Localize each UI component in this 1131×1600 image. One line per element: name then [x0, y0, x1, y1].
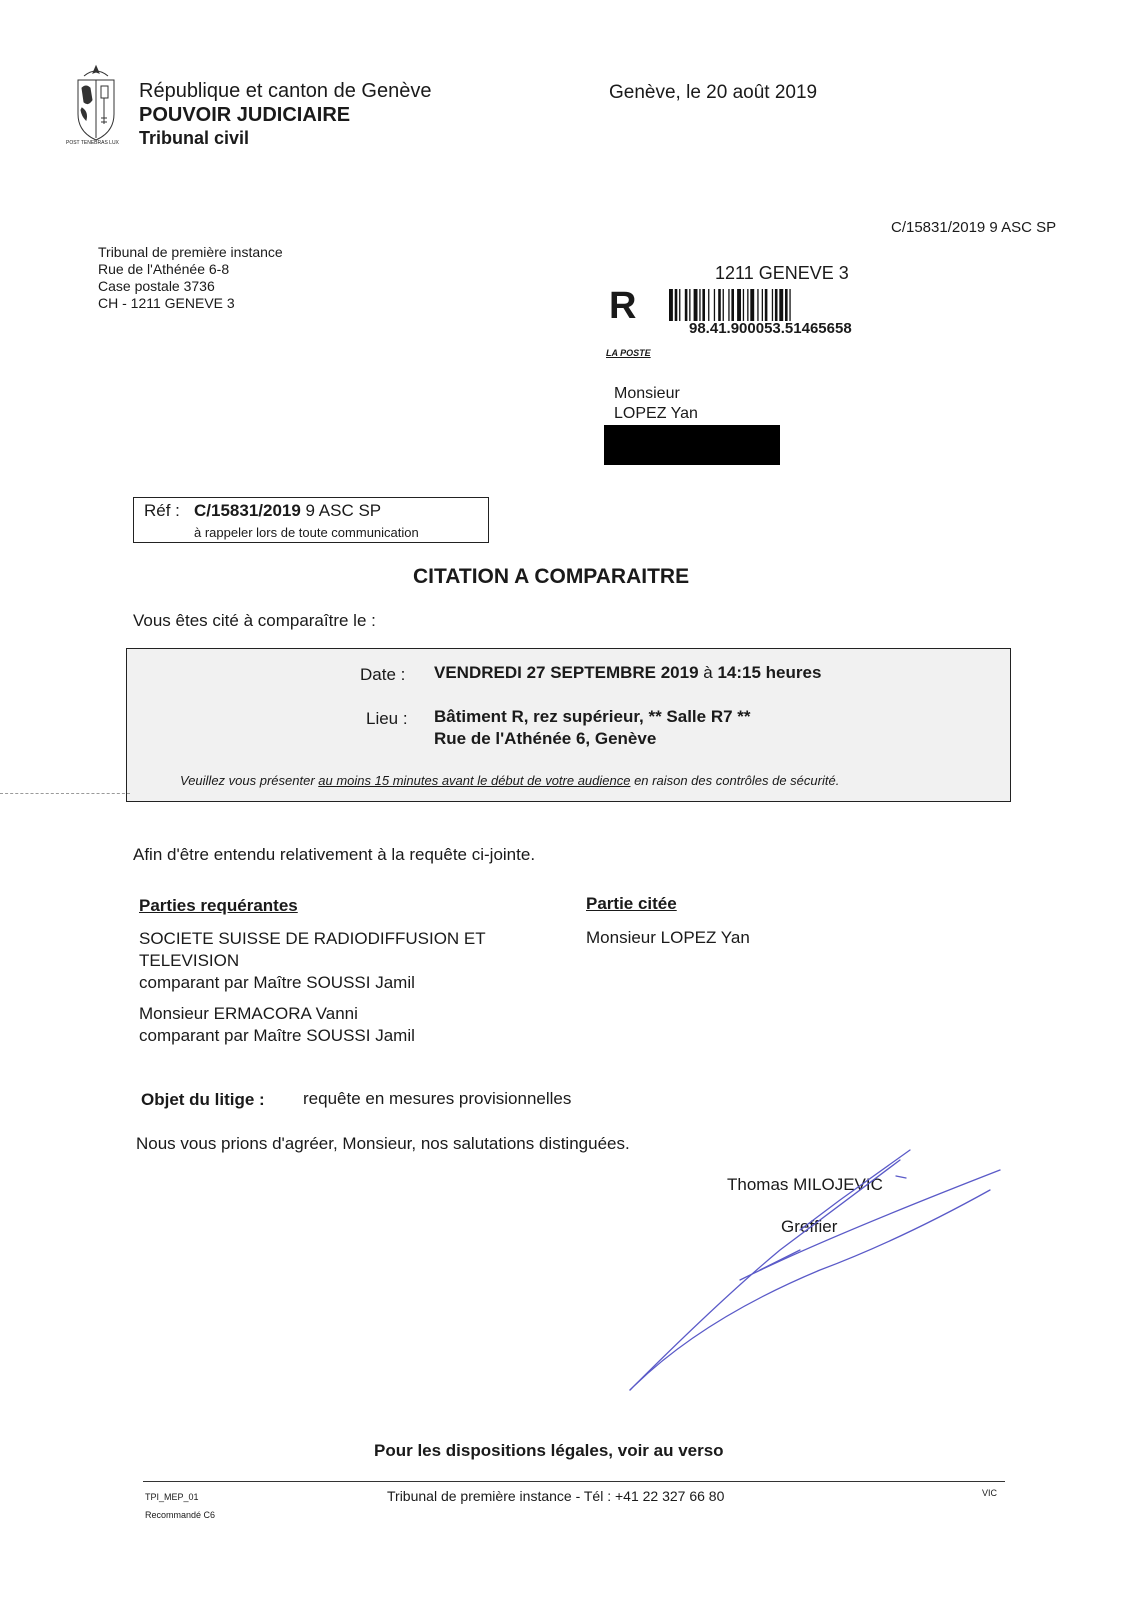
- republic-line: République et canton de Genève: [139, 80, 432, 102]
- signatory-role: Greffier: [781, 1217, 838, 1236]
- crest-motto: POST TENEBRAS LUX: [66, 140, 119, 146]
- barcode-bar: [689, 289, 690, 321]
- barcode-bar: [772, 289, 773, 321]
- reference-box: [133, 497, 489, 543]
- barcode-bar: [718, 289, 721, 321]
- party-line: TELEVISION: [139, 951, 240, 970]
- party-line: Monsieur ERMACORA Vanni: [139, 1004, 358, 1023]
- cited-party: Monsieur LOPEZ Yan: [586, 928, 750, 947]
- footer-divider: [143, 1481, 1005, 1482]
- document-date: Genève, le 20 août 2019: [609, 82, 818, 103]
- sender-line: CH - 1211 GENEVE 3: [98, 295, 235, 311]
- recipient-name: LOPEZ Yan: [614, 405, 698, 422]
- barcode-bar: [675, 289, 678, 321]
- barcode-icon: [669, 289, 895, 321]
- barcode-bar: [743, 289, 744, 321]
- closing-salutation: Nous vous prions d'agréer, Monsieur, nos salutations distinguées.: [136, 1134, 630, 1153]
- postal-office: 1211 GENEVE 3: [715, 263, 849, 283]
- hearing-date-value: VENDREDI 27 SEPTEMBRE 2019 à 14:15 heures: [434, 663, 822, 682]
- mail-type: Recommandé C6: [145, 1510, 216, 1520]
- hearing-place-line1: Bâtiment R, rez supérieur, ** Salle R7 **: [434, 707, 751, 726]
- clerk-initials: VIC: [982, 1488, 998, 1498]
- barcode-bar: [702, 289, 705, 321]
- barcode-bar: [714, 289, 715, 321]
- barcode-bar: [747, 289, 748, 321]
- requesting-parties-heading: Parties requérantes: [139, 896, 298, 915]
- document-title: CITATION A COMPARAITRE: [413, 565, 690, 588]
- citation-intro: Vous êtes cité à comparaître le :: [133, 611, 376, 630]
- tracking-number: 98.41.900053.51465658: [689, 320, 852, 337]
- judiciary-line: POUVOIR JUDICIAIRE: [139, 104, 351, 126]
- reference-note: à rappeler lors de toute communication: [194, 525, 419, 540]
- registered-mail-mark: R: [609, 285, 637, 327]
- tribunal-contact: Tribunal de première instance - Tél : +41 22 327 66 80: [387, 1488, 725, 1504]
- barcode-bar: [699, 289, 700, 321]
- barcode-bar: [708, 289, 709, 321]
- redacted-address-block: [604, 425, 780, 465]
- recipient-address: [614, 384, 698, 424]
- geneva-coat-of-arms-icon: [68, 64, 124, 150]
- party-line: SOCIETE SUISSE DE RADIODIFFUSION ET: [139, 929, 486, 948]
- cited-party-heading: Partie citée: [586, 894, 677, 913]
- tribunal-line: Tribunal civil: [139, 128, 250, 148]
- barcode-bar: [785, 289, 788, 321]
- sender-line: Case postale 3736: [98, 278, 215, 294]
- sender-line: Tribunal de première instance: [98, 244, 283, 260]
- barcode-bar: [679, 289, 680, 321]
- la-poste-logo-icon: LA POSTE: [606, 348, 651, 358]
- hearing-place-label: Lieu :: [366, 709, 408, 728]
- fold-line: [0, 793, 130, 794]
- party-line: comparant par Maître SOUSSI Jamil: [139, 973, 415, 992]
- barcode-bar: [731, 289, 734, 321]
- barcode-bar: [737, 289, 741, 321]
- object-label: Objet du litige :: [141, 1090, 265, 1109]
- barcode-bar: [779, 289, 783, 321]
- barcode-bar: [669, 289, 673, 321]
- sender-address: [98, 244, 283, 312]
- handwritten-signature-icon: [600, 1140, 1020, 1400]
- party-line: comparant par Maître SOUSSI Jamil: [139, 1026, 415, 1045]
- reference-label: Réf :: [144, 501, 180, 520]
- barcode-bar: [757, 289, 758, 321]
- signatory-name: Thomas MILOJEVIC: [727, 1175, 883, 1194]
- barcode-bar: [789, 289, 790, 321]
- reference-number: C/15831/2019 9 ASC SP: [194, 501, 382, 520]
- barcode-bar: [685, 289, 688, 321]
- hearing-place-line2: Rue de l'Athénée 6, Genève: [434, 729, 657, 748]
- barcode-bar: [723, 289, 724, 321]
- barcode-bar: [775, 289, 778, 321]
- barcode-bar: [728, 289, 729, 321]
- security-warning: Veuillez vous présenter au moins 15 minutes avant le début de votre audience en raison des contrôles de sécurité.: [180, 773, 840, 788]
- barcode-bar: [762, 289, 763, 321]
- barcode-bar: [694, 289, 698, 321]
- case-reference-top: C/15831/2019 9 ASC SP: [891, 219, 1057, 236]
- hearing-date-label: Date :: [360, 665, 406, 684]
- barcode-bar: [750, 289, 754, 321]
- recipient-salutation: Monsieur: [614, 385, 680, 402]
- sender-line: Rue de l'Athénée 6-8: [98, 261, 230, 277]
- form-code: TPI_MEP_01: [145, 1492, 199, 1502]
- purpose-statement: Afin d'être entendu relativement à la requête ci-jointe.: [133, 845, 536, 864]
- object-value: requête en mesures provisionnelles: [303, 1089, 572, 1108]
- requesting-parties-list: [139, 928, 486, 1047]
- legal-provisions-note: Pour les dispositions légales, voir au verso: [374, 1441, 724, 1460]
- barcode-bar: [765, 289, 768, 321]
